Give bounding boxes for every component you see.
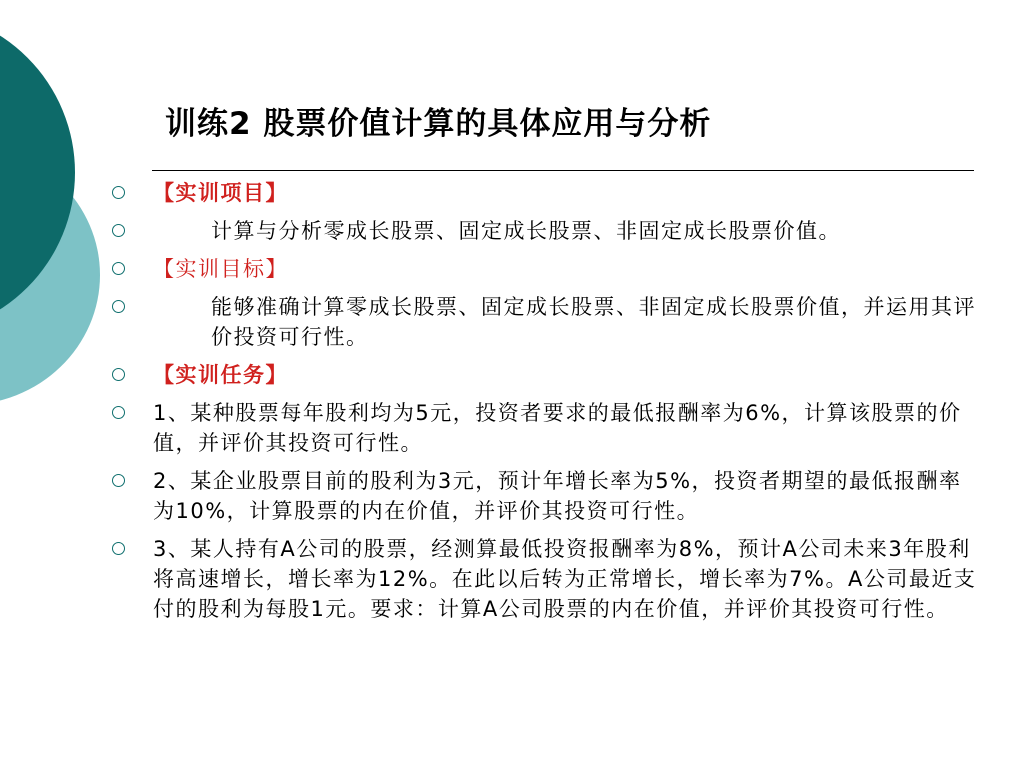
section-heading-goal: 【实训目标】: [153, 257, 288, 281]
bullet-list: [112, 178, 982, 632]
list-item-goal-description: [112, 292, 982, 352]
title-divider: [152, 170, 974, 171]
bullet-icon: [112, 186, 125, 199]
bullet-icon: [112, 542, 125, 555]
slide-title: 训练2 股票价值计算的具体应用与分析: [165, 106, 712, 142]
task-3-text: 3、某人持有A公司的股票，经测算最低投资报酬率为8%，预计A公司未来3年股利将高速增长，增长率为12%。在此以后转为正常增长，增长率为7%。A公司最近支付的股利为每股1元。要求：计算A公司股票的内在价值，并评价其投资可行性。: [153, 537, 977, 621]
bullet-icon: [112, 224, 125, 237]
list-item-task-3: [112, 534, 982, 624]
task-2-text: 2、某企业股票目前的股利为3元，预计年增长率为5%，投资者期望的最低报酬率为10%，计算股票的内在价值，并评价其投资可行性。: [153, 469, 962, 523]
bullet-icon: [112, 474, 125, 487]
task-1-text: 1、某种股票每年股利均为5元，投资者要求的最低报酬率为6%，计算该股票的价值，并评价其投资可行性。: [153, 401, 962, 455]
list-item-section-goal: [112, 254, 982, 284]
bullet-icon: [112, 368, 125, 381]
list-item-project-description: [112, 216, 982, 246]
project-description: 计算与分析零成长股票、固定成长股票、非固定成长股票价值。: [211, 219, 841, 243]
bullet-icon: [112, 300, 125, 313]
goal-description: 能够准确计算零成长股票、固定成长股票、非固定成长股票价值，并运用其评价投资可行性。: [211, 295, 976, 349]
section-heading-task: 【实训任务】: [153, 363, 288, 387]
bullet-icon: [112, 406, 125, 419]
bullet-icon: [112, 262, 125, 275]
list-item-task-1: [112, 398, 982, 458]
list-item-section-project: [112, 178, 982, 208]
section-heading-project: 【实训项目】: [153, 181, 288, 205]
list-item-task-2: [112, 466, 982, 526]
list-item-section-task: [112, 360, 982, 390]
